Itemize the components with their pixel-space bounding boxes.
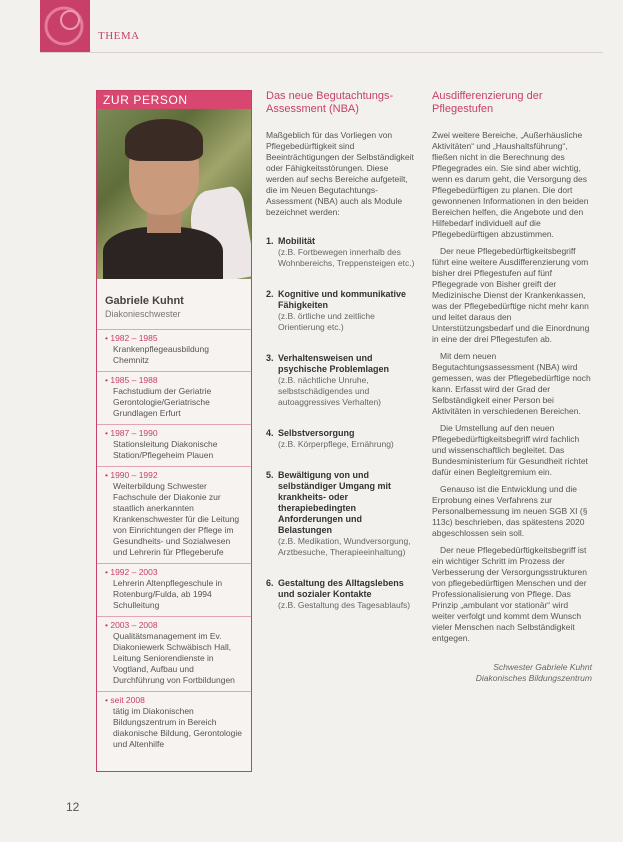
logo-swirl-icon: [40, 0, 90, 52]
module-examples: (z.B. Fortbewegen innerhalb des Wohnbereichs, Treppensteigen etc.): [278, 247, 415, 268]
module-title: Mobilität: [278, 236, 315, 246]
module-item: [266, 236, 416, 269]
timeline-item: [97, 424, 251, 466]
module-item: [266, 353, 416, 408]
nba-intro: Maßgeblich für das Vorliegen von Pflegebedürftigkeit sind Beeinträchtigungen der Selbständigkeit oder Fähigkeitsstörungen. Diese werden auf sechs Bereiche aufgeteilt, die im Neuen Begutachtungs-Assessment (NBA) auch als Module bezeichnet werden:: [266, 130, 414, 217]
timeline-text: Qualitätsmanagement im Ev. Diakoniewerk Schwäbisch Hall, Leitung Seniorendienste in Vogtland, Aufbau und Durchführung von Fortbildungen: [113, 631, 235, 685]
module-number: 1.: [266, 236, 274, 246]
person-heading: ZUR PERSON: [97, 91, 251, 109]
author-organization: Diakonisches Bildungszentrum: [475, 673, 592, 683]
portrait-photo: [97, 109, 251, 279]
module-item: [266, 470, 416, 558]
person-name: Gabriele Kuhnt: [105, 295, 184, 307]
author-name: Schwester Gabriele Kuhnt: [493, 662, 592, 672]
timeline-years: • 1985 – 1988: [105, 375, 245, 386]
timeline-years: • 1987 – 1990: [105, 428, 245, 439]
module-number: 5.: [266, 470, 274, 480]
timeline-years: • 1990 – 1992: [105, 470, 245, 481]
body-paragraph: Der neue Pflegebedürftigkeitsbegriff führt eine weitere Ausdifferenzierung vom bisher drei Pflegestufen auf fünf Pflegegrade von Bisher greift der Medizinische Dienst der Krankenkassen, was der Pflegebedürftige nicht mehr kann und leitet daraus den Unterstützungsbedarf und die Einordnung in eine der drei Pflegestufen ab.: [432, 246, 590, 344]
module-examples: (z.B. Gestaltung des Tagesablaufs): [278, 600, 411, 610]
header-rule: [40, 52, 603, 53]
module-examples: (z.B. örtliche und zeitliche Orientierung etc.): [278, 311, 375, 332]
module-title: Kognitive und kommunikative Fähigkeiten: [278, 289, 407, 310]
timeline-years: • seit 2008: [105, 695, 245, 706]
module-title: Selbstversorgung: [278, 428, 355, 438]
body-paragraph: Der neue Pflegebedürftigkeitsbegriff ist ein wichtiger Schritt im Prozess der Verbesserung der Versorgungsstrukturen von pflegebedürftigen Menschen und der Professionalisierung von Pflege. Das Prinzip „ambulant vor stationär“ wird weiter verfolgt und kommt dem Wunsch vieler Menschen nach Selbständigkeit entgegen.: [432, 545, 587, 643]
module-number: 4.: [266, 428, 274, 438]
author-signature: [432, 662, 592, 684]
timeline-item: [97, 329, 251, 371]
module-examples: (z.B. Medikation, Wundversorgung, Arztbesuche, Therapieeinhaltung): [278, 536, 411, 557]
timeline-text: Stationsleitung Diakonische Station/Pflegeheim Plauen: [113, 439, 218, 460]
section-label: THEMA: [98, 30, 140, 42]
module-examples: (z.B. Körperpflege, Ernährung): [278, 439, 394, 449]
timeline-text: tätig im Diakonischen Bildungszentrum in Bereich diakonische Bildung, Gerontologie und Altenhilfe: [113, 706, 243, 749]
timeline-years: • 1992 – 2003: [105, 567, 245, 578]
module-item: [266, 428, 416, 450]
body-paragraph: Die Umstellung auf den neuen Pflegebedürftigkeitsbegriff wird fachlich und wissenschaftlich begleitet. Das Bundesministerium für Gesundheit richtet dafür einen Begleitgremium ein.: [432, 423, 588, 477]
nba-column: [266, 90, 416, 631]
module-examples: (z.B. nächtliche Unruhe, selbstschädigendes und autoaggressives Verhalten): [278, 375, 382, 407]
module-title: Gestaltung des Alltagslebens und sozialer Kontakte: [278, 578, 404, 599]
person-box: [96, 90, 252, 772]
timeline-item: [97, 616, 251, 691]
module-item: [266, 578, 416, 611]
module-number: 2.: [266, 289, 274, 299]
body-paragraph: Mit dem neuen Begutachtungsassessment (NBA) wird gemessen, was der Pflegebedürftige noch kann. Erfasst wird der Grad der Selbständigkeit einer Person bei Aktivitäten in verschiedenen Bereichen.: [432, 351, 591, 416]
page-number: 12: [66, 800, 80, 814]
timeline-text: Fachstudium der Geriatrie Gerontologie/Geriatrische Grundlagen Erfurt: [113, 386, 212, 418]
career-timeline: [97, 329, 251, 755]
module-number: 3.: [266, 353, 274, 363]
person-role: Diakonieschwester: [105, 309, 181, 319]
magazine-logo: [40, 0, 90, 52]
body-paragraph: Genauso ist die Entwicklung und die Erprobung eines Verfahrens zur Personalbemessung im neuen SGB XI (§ 113c) beschrieben, das spätestens 2020 abgeschlossen sein soll.: [432, 484, 588, 538]
module-number: 6.: [266, 578, 274, 588]
timeline-text: Weiterbildung Schwester Fachschule der Diakonie zur staatlich anerkannten Krankenschwester für die Leitung von Einrichtungen der Pflege im Gesundheits- und Sozialwesen und Lehrerin für Pflegeberufe: [113, 481, 240, 557]
photo-hair: [125, 119, 203, 161]
module-list: [266, 236, 416, 611]
timeline-years: • 1982 – 1985: [105, 333, 245, 344]
timeline-text: Lehrerin Altenpflegeschule in Rotenburg/Fulda, ab 1994 Schulleitung: [113, 578, 223, 610]
body-paragraph: Zwei weitere Bereiche, „Außerhäusliche Aktivitäten“ und „Haushaltsführung“, fließen nicht in die Berechnung des Pflegegrades ein. Sie sind aber wichtig, wenn es darum geht, die Versorgung des Pflegebedürftigen zu planen. Die dort gewonnenen Informationen in den beiden Bereichen helfen, die Angebote und den Hilfebedarf individuell auf die Pflegebedürftigen abzustimmen.: [432, 130, 589, 239]
module-title: Verhaltensweisen und psychische Problemlagen: [278, 353, 390, 374]
module-title: Bewältigung von und selbständiger Umgang mit krankheits- oder therapiebedingten Anforderungen und Belastungen: [278, 470, 392, 535]
timeline-years: • 2003 – 2008: [105, 620, 245, 631]
module-item: [266, 289, 416, 333]
photo-jacket: [103, 227, 223, 279]
timeline-item: [97, 466, 251, 563]
pflegestufen-column: [432, 90, 592, 684]
timeline-text: Krankenpflegeausbildung Chemnitz: [113, 344, 209, 365]
timeline-item: [97, 371, 251, 424]
nba-heading: Das neue Begutachtungs-Assessment (NBA): [266, 90, 394, 115]
pflegestufen-heading: Ausdifferenzierung der Pflegestufen: [432, 90, 543, 115]
timeline-item: [97, 691, 251, 755]
timeline-item: [97, 563, 251, 616]
